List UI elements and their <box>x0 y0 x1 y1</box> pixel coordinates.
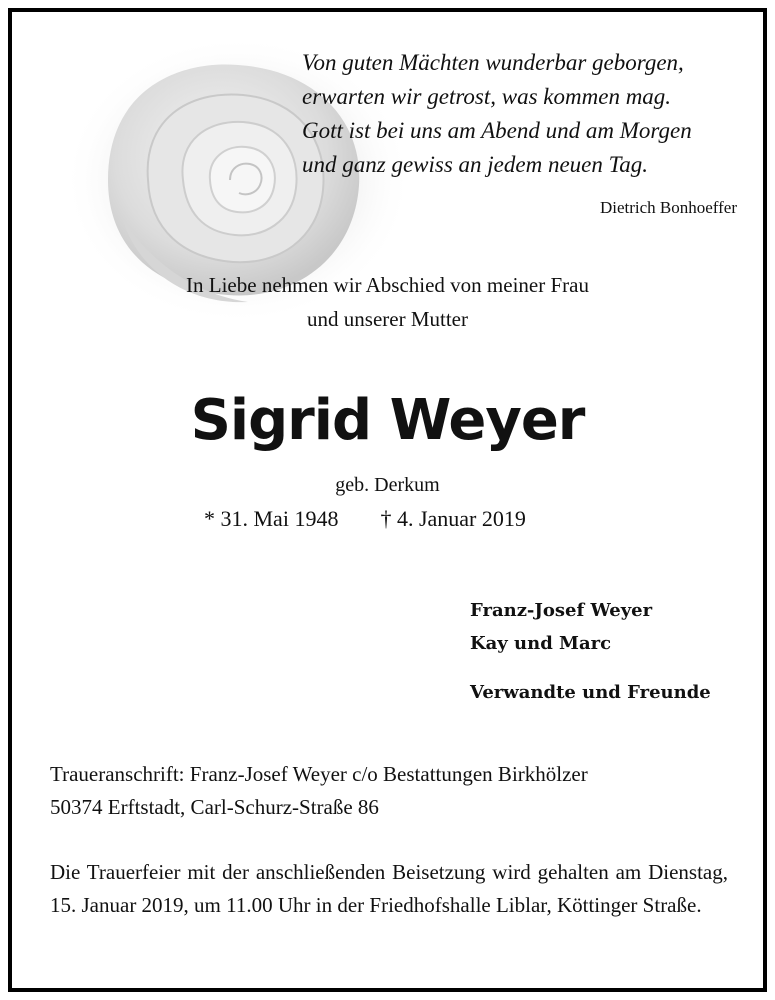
address-line: Traueranschrift: Franz-Josef Weyer c/o Bestattungen Birkhölzer <box>50 762 588 786</box>
mourner: Kay und Marc <box>470 633 612 654</box>
intro-line: und unserer Mutter <box>307 307 468 331</box>
poem <box>302 46 732 182</box>
maiden-name: geb. Derkum <box>335 474 440 496</box>
poem-author: Dietrich Bonhoeffer <box>599 198 737 217</box>
mourner: Verwandte und Freunde <box>470 682 711 703</box>
ceremony-info: Die Trauerfeier mit der anschließenden Beisetzung wird gehalten am Dienstag, 15. Januar 2019, um 11.00 Uhr in der Friedhofshalle Liblar, Köttinger Straße. <box>50 860 728 917</box>
obituary-notice <box>8 8 767 992</box>
life-dates <box>204 506 526 532</box>
mourner: Franz-Josef Weyer <box>470 600 653 621</box>
birth-date: * 31. Mai 1948 <box>204 506 339 531</box>
poem-line: Von guten Mächten wunderbar geborgen, <box>302 50 684 75</box>
mourning-address <box>50 758 730 824</box>
address-line: 50374 Erftstadt, Carl-Schurz-Straße 86 <box>50 795 379 819</box>
poem-line: Gott ist bei uns am Abend und am Morgen <box>302 118 692 143</box>
death-date: † 4. Januar 2019 <box>380 506 526 531</box>
poem-line: erwarten wir getrost, was kommen mag. <box>302 84 672 109</box>
deceased-name: Sigrid Weyer <box>190 388 585 453</box>
poem-line: und ganz gewiss an jedem neuen Tag. <box>302 152 649 177</box>
mourners-list <box>470 594 711 709</box>
intro-line: In Liebe nehmen wir Abschied von meiner Frau <box>186 273 589 297</box>
intro-text <box>12 268 763 336</box>
